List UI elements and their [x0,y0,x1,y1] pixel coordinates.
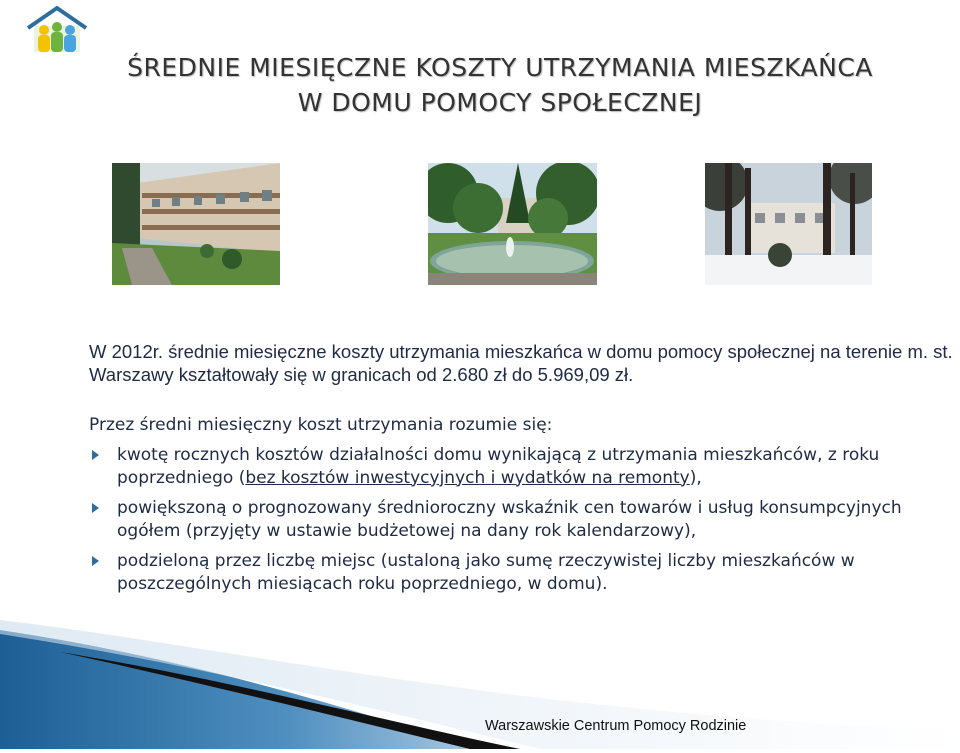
photo-building-balconies [112,163,280,285]
bullet-text: podzieloną przez liczbę miejsc (ustaloną jako sumę rzeczywistej liczby mieszkańców w poszczególnych miesiącach roku poprzedniego, w domu). [117,551,855,594]
bullet-text: powiększoną o prognozowany średnioroczny wskaźnik cen towarów i usług konsumpcyjnych ogółem (przyjęty w ustawie budżetowej na dany rok kalendarzowy), [117,498,902,541]
photo-winter-trees [705,163,872,285]
triangle-arrow-icon [92,450,99,460]
bullet-text-underlined: bez kosztów inwestycyjnych i wydatków na remonty [245,467,690,488]
definition-list [92,444,942,603]
intro-paragraph: W 2012r. średnie miesięczne koszty utrzymania mieszkańca w domu pomocy społecznej na terenie m. st. Warszawy kształtowały się w granicach od 2.680 zł do 5.969,09 zł. [89,341,953,385]
logo-icon [22,4,92,54]
triangle-arrow-icon [92,556,99,566]
bullet-text-before: kwotę rocznych kosztów działalności domu wynikającą z utrzymania mieszkańców, z roku poprzedniego ( [117,445,880,488]
footer-organization: Warszawskie Centrum Pomocy Rodzinie [485,718,747,734]
photo-fountain-park [428,163,597,285]
page-title [0,50,960,120]
title-line-2: W DOMU POMOCY SPOŁECZNEJ [297,88,703,117]
list-item [92,444,942,489]
decorative-wave [0,620,960,749]
definition-lead: Przez średni miesięczny koszt utrzymania rozumie się: [89,415,553,435]
title-line-1: ŚREDNIE MIESIĘCZNE KOSZTY UTRZYMANIA MIESZKAŃCA [127,53,873,82]
bullet-text-after: ), [689,467,702,488]
list-item [92,550,942,595]
list-item [92,497,942,542]
triangle-arrow-icon [92,503,99,513]
